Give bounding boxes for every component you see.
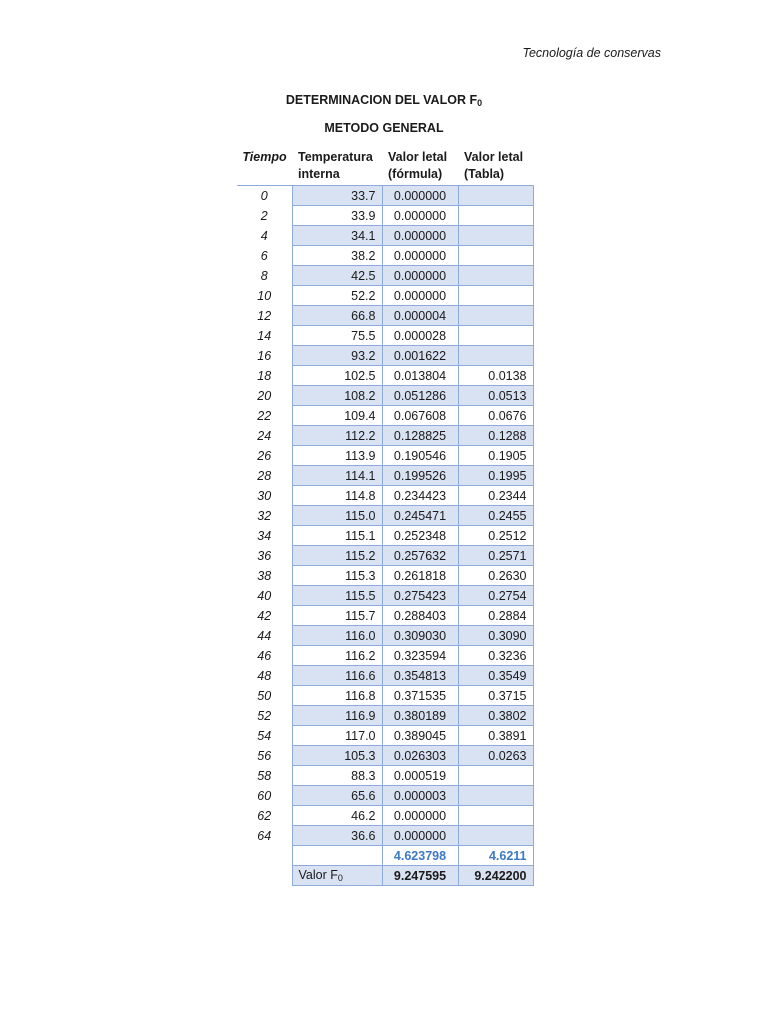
cell-temperatura: 38.2 [292, 246, 382, 266]
cell-temperatura: 36.6 [292, 826, 382, 846]
cell-valor-tabla: 0.3090 [458, 626, 533, 646]
header-temperatura: Temperatura interna [292, 149, 382, 186]
table-body [237, 186, 533, 886]
cell-temperatura: 115.0 [292, 506, 382, 526]
table-row [237, 186, 533, 206]
sum-valor-formula: 4.623798 [382, 846, 458, 866]
cell-valor-formula: 0.323594 [382, 646, 458, 666]
cell-tiempo: 56 [257, 748, 272, 763]
cell-valor-tabla: 0.1905 [458, 446, 533, 466]
final-label: Valor F0 [292, 866, 382, 886]
cell-valor-tabla: 0.1995 [458, 466, 533, 486]
cell-valor-tabla [458, 286, 533, 306]
table-row [237, 486, 533, 506]
table-row [237, 346, 533, 366]
header-tiempo: Tiempo [237, 149, 292, 186]
cell-valor-tabla [458, 226, 533, 246]
table-row [237, 326, 533, 346]
cell-tiempo: 8 [260, 268, 268, 283]
cell-tiempo: 4 [260, 228, 268, 243]
cell-temperatura: 88.3 [292, 766, 382, 786]
cell-valor-tabla: 0.2630 [458, 566, 533, 586]
final-row [237, 866, 533, 886]
cell-tiempo: 40 [257, 588, 272, 603]
sum-row [237, 846, 533, 866]
cell-valor-formula: 0.257632 [382, 546, 458, 566]
cell-temperatura: 34.1 [292, 226, 382, 246]
table-row [237, 286, 533, 306]
table-row [237, 606, 533, 626]
cell-temperatura: 52.2 [292, 286, 382, 306]
cell-valor-tabla: 0.2884 [458, 606, 533, 626]
cell-valor-formula: 0.380189 [382, 706, 458, 726]
page-header-note: Tecnología de conservas [522, 46, 661, 60]
cell-valor-formula: 0.000000 [382, 246, 458, 266]
cell-valor-formula: 0.354813 [382, 666, 458, 686]
table-row [237, 386, 533, 406]
cell-valor-formula: 0.190546 [382, 446, 458, 466]
cell-temperatura: 116.8 [292, 686, 382, 706]
table-row [237, 726, 533, 746]
cell-valor-formula: 0.067608 [382, 406, 458, 426]
final-valor-formula: 9.247595 [382, 866, 458, 886]
cell-tiempo: 6 [260, 248, 268, 263]
cell-tiempo: 28 [257, 468, 272, 483]
cell-valor-formula: 0.261818 [382, 566, 458, 586]
document-title [234, 93, 534, 108]
cell-temperatura: 116.6 [292, 666, 382, 686]
cell-valor-formula: 0.013804 [382, 366, 458, 386]
cell-tiempo: 58 [257, 768, 272, 783]
title-text: DETERMINACION DEL VALOR F [285, 93, 478, 107]
cell-tiempo: 18 [257, 368, 272, 383]
document-subtitle: METODO GENERAL [324, 121, 444, 135]
table-row [237, 246, 533, 266]
table-row [237, 306, 533, 326]
table-row [237, 366, 533, 386]
table-row [237, 826, 533, 846]
cell-valor-formula: 0.000028 [382, 326, 458, 346]
cell-tiempo: 16 [257, 348, 272, 363]
cell-temperatura: 33.9 [292, 206, 382, 226]
table-row [237, 566, 533, 586]
cell-temperatura: 102.5 [292, 366, 382, 386]
cell-temperatura: 115.3 [292, 566, 382, 586]
cell-valor-tabla: 0.2754 [458, 586, 533, 606]
cell-temperatura: 112.2 [292, 426, 382, 446]
cell-valor-formula: 0.000000 [382, 826, 458, 846]
cell-valor-formula: 0.001622 [382, 346, 458, 366]
cell-valor-tabla: 0.0513 [458, 386, 533, 406]
header-valor-letal-tabla: Valor letal (Tabla) [458, 149, 533, 186]
table-row [237, 746, 533, 766]
cell-valor-tabla: 0.2344 [458, 486, 533, 506]
table-row [237, 766, 533, 786]
cell-valor-formula: 0.371535 [382, 686, 458, 706]
cell-tiempo: 44 [257, 628, 272, 643]
cell-valor-tabla: 0.2571 [458, 546, 533, 566]
cell-tiempo: 64 [257, 828, 272, 843]
cell-temperatura: 105.3 [292, 746, 382, 766]
table-row [237, 526, 533, 546]
cell-tiempo: 38 [257, 568, 272, 583]
cell-valor-formula: 0.234423 [382, 486, 458, 506]
table-row [237, 226, 533, 246]
cell-tiempo: 24 [257, 428, 272, 443]
table-row [237, 626, 533, 646]
table-row [237, 686, 533, 706]
cell-tiempo: 60 [257, 788, 272, 803]
cell-tiempo: 34 [257, 528, 272, 543]
title-subscript: 0 [477, 98, 483, 108]
cell-tiempo: 54 [257, 728, 272, 743]
cell-tiempo: 2 [260, 208, 268, 223]
cell-temperatura: 75.5 [292, 326, 382, 346]
cell-valor-formula: 0.288403 [382, 606, 458, 626]
table-row [237, 266, 533, 286]
cell-tiempo: 30 [257, 488, 272, 503]
table-row [237, 406, 533, 426]
cell-valor-formula: 0.252348 [382, 526, 458, 546]
cell-valor-formula: 0.000000 [382, 206, 458, 226]
table-row [237, 666, 533, 686]
cell-tiempo: 62 [257, 808, 272, 823]
cell-valor-tabla [458, 266, 533, 286]
cell-valor-formula: 0.245471 [382, 506, 458, 526]
cell-valor-tabla [458, 806, 533, 826]
cell-temperatura: 42.5 [292, 266, 382, 286]
cell-valor-tabla: 0.2512 [458, 526, 533, 546]
cell-temperatura: 115.7 [292, 606, 382, 626]
cell-tiempo: 26 [257, 448, 272, 463]
cell-valor-tabla: 0.0263 [458, 746, 533, 766]
cell-temperatura: 66.8 [292, 306, 382, 326]
table-row [237, 506, 533, 526]
cell-valor-tabla: 0.3236 [458, 646, 533, 666]
cell-valor-tabla [458, 766, 533, 786]
cell-valor-tabla: 0.3802 [458, 706, 533, 726]
cell-temperatura: 33.7 [292, 186, 382, 206]
sum-valor-tabla: 4.6211 [458, 846, 533, 866]
table-row [237, 806, 533, 826]
cell-tiempo: 48 [257, 668, 272, 683]
cell-tiempo: 22 [257, 408, 272, 423]
cell-temperatura: 116.2 [292, 646, 382, 666]
cell-valor-formula: 0.051286 [382, 386, 458, 406]
table-row [237, 546, 533, 566]
cell-tiempo: 50 [257, 688, 272, 703]
cell-tiempo: 36 [257, 548, 272, 563]
final-blank [237, 866, 292, 886]
cell-valor-formula: 0.000000 [382, 806, 458, 826]
cell-valor-tabla [458, 306, 533, 326]
table-row [237, 446, 533, 466]
cell-valor-formula: 0.199526 [382, 466, 458, 486]
cell-valor-tabla [458, 326, 533, 346]
cell-valor-tabla: 0.3891 [458, 726, 533, 746]
cell-valor-formula: 0.309030 [382, 626, 458, 646]
cell-tiempo: 46 [257, 648, 272, 663]
cell-tiempo: 10 [257, 288, 272, 303]
table-row [237, 466, 533, 486]
cell-valor-formula: 0.000000 [382, 266, 458, 286]
cell-temperatura: 115.5 [292, 586, 382, 606]
cell-tiempo: 52 [257, 708, 272, 723]
table-row [237, 786, 533, 806]
table-row [237, 586, 533, 606]
cell-temperatura: 117.0 [292, 726, 382, 746]
table-row [237, 426, 533, 446]
cell-valor-tabla [458, 826, 533, 846]
cell-temperatura: 65.6 [292, 786, 382, 806]
table-header-row [237, 149, 533, 186]
cell-valor-tabla [458, 206, 533, 226]
cell-valor-formula: 0.000000 [382, 186, 458, 206]
header-valor-letal-formula: Valor letal (fórmula) [382, 149, 458, 186]
cell-valor-tabla [458, 786, 533, 806]
cell-valor-tabla [458, 246, 533, 266]
cell-temperatura: 46.2 [292, 806, 382, 826]
cell-valor-formula: 0.389045 [382, 726, 458, 746]
sum-label-cell [292, 846, 382, 866]
cell-tiempo: 32 [257, 508, 272, 523]
cell-temperatura: 116.0 [292, 626, 382, 646]
cell-temperatura: 113.9 [292, 446, 382, 466]
cell-valor-formula: 0.000519 [382, 766, 458, 786]
final-valor-tabla: 9.242200 [458, 866, 533, 886]
cell-valor-tabla: 0.0138 [458, 366, 533, 386]
sum-blank [237, 846, 292, 866]
cell-tiempo: 12 [257, 308, 272, 323]
cell-temperatura: 109.4 [292, 406, 382, 426]
cell-valor-formula: 0.000000 [382, 226, 458, 246]
cell-temperatura: 115.2 [292, 546, 382, 566]
cell-valor-tabla: 0.3715 [458, 686, 533, 706]
cell-valor-tabla: 0.3549 [458, 666, 533, 686]
cell-valor-formula: 0.128825 [382, 426, 458, 446]
lethal-value-table [237, 149, 534, 886]
cell-valor-formula: 0.000004 [382, 306, 458, 326]
table-row [237, 646, 533, 666]
cell-valor-formula: 0.000000 [382, 286, 458, 306]
cell-tiempo: 0 [260, 188, 268, 203]
cell-valor-formula: 0.275423 [382, 586, 458, 606]
table-row [237, 206, 533, 226]
cell-valor-tabla [458, 186, 533, 206]
cell-tiempo: 14 [257, 328, 272, 343]
cell-temperatura: 114.8 [292, 486, 382, 506]
cell-temperatura: 115.1 [292, 526, 382, 546]
cell-valor-tabla: 0.0676 [458, 406, 533, 426]
cell-tiempo: 42 [257, 608, 272, 623]
cell-valor-tabla: 0.2455 [458, 506, 533, 526]
cell-temperatura: 93.2 [292, 346, 382, 366]
cell-valor-tabla [458, 346, 533, 366]
table-row [237, 706, 533, 726]
cell-valor-formula: 0.026303 [382, 746, 458, 766]
cell-temperatura: 114.1 [292, 466, 382, 486]
cell-valor-tabla: 0.1288 [458, 426, 533, 446]
cell-valor-formula: 0.000003 [382, 786, 458, 806]
cell-temperatura: 108.2 [292, 386, 382, 406]
cell-temperatura: 116.9 [292, 706, 382, 726]
cell-tiempo: 20 [257, 388, 272, 403]
